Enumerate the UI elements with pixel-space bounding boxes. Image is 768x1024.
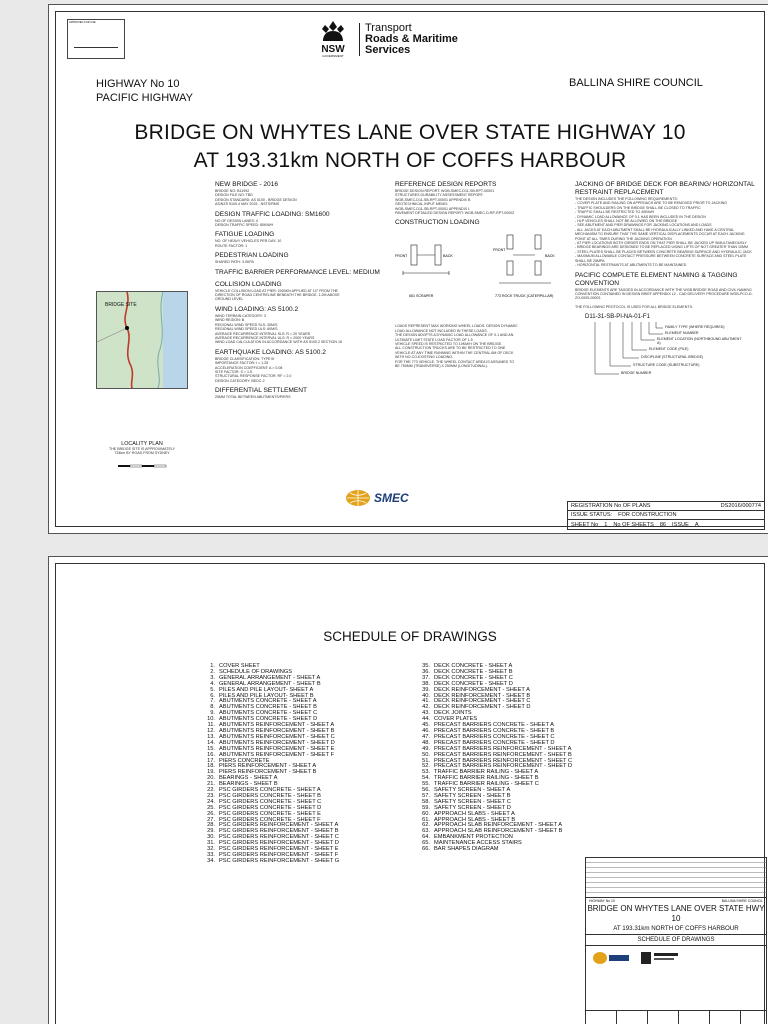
highway-label bbox=[96, 77, 193, 105]
criteria-body: WIND TERRAIN CATEGORY: 3 WIND REGION: B REGIONAL WIND SPEED SLS: 30M/S REGIONAL WIND SPEED ULS: 60M/S AVERAGE RECURRENCE INTERVAL SLS: R = 20 YEARS AVERAGE RECURRENCE INTERVAL ULS: R = 2000 YEARS WIND LOAD CALCULATION IN ACCORDANCE WITH AS 5100.2 SECTION 16 bbox=[215, 313, 342, 345]
drawing-title: SCHEDULE OF DRAWINGS bbox=[219, 668, 293, 675]
drawing-title: ABUTMENTS REINFORCEMENT - SHEET A bbox=[219, 722, 335, 729]
drawing-number: 39. bbox=[422, 686, 430, 693]
drawing-title: PRECAST BARRIERS CONCRETE - SHEET C bbox=[434, 733, 555, 740]
drawing-title: PSC GIRDERS CONCRETE - SHEET A bbox=[219, 787, 321, 794]
drawing-title: SAFETY SCREEN - SHEET C bbox=[434, 798, 511, 805]
drawing-number: 58. bbox=[422, 798, 430, 805]
cover-sheet bbox=[48, 4, 768, 534]
drawing-number: 6. bbox=[210, 692, 215, 699]
criteria-block bbox=[215, 281, 383, 302]
drawing-number: 21. bbox=[207, 781, 215, 788]
drawing-title: COVER PLATES bbox=[434, 716, 478, 723]
truck-front-label: FRONT bbox=[493, 248, 506, 253]
criteria-heading: EARTHQUAKE LOADING: AS 5100.2 bbox=[215, 348, 326, 356]
globe-icon bbox=[345, 489, 371, 507]
drawing-title: BAR SHAPES DIAGRAM bbox=[434, 846, 499, 853]
stamp-caption: APPROVED FOR USE bbox=[69, 21, 96, 24]
tb-council: BALLINA SHIRE COUNCIL bbox=[721, 899, 763, 903]
drawing-title: DECK REINFORCEMENT - SHEET C bbox=[434, 698, 531, 705]
drawing-number: 19. bbox=[207, 769, 215, 776]
drawing-number: 55. bbox=[422, 781, 430, 788]
drawing-title: PSC GIRDERS CONCRETE - SHEET C bbox=[219, 798, 322, 805]
drawing-number: 52. bbox=[422, 763, 430, 770]
criteria-heading: DESIGN TRAFFIC LOADING: SM1600 bbox=[215, 210, 330, 218]
agency-line-2: Roads & Maritime bbox=[365, 32, 458, 45]
scraper-back-label: BACK bbox=[443, 254, 453, 259]
issue-value: A bbox=[694, 521, 699, 528]
drawing-number: 27. bbox=[207, 816, 215, 823]
schedule-file-reference bbox=[53, 949, 57, 1019]
drawing-number: 5. bbox=[210, 686, 215, 693]
drawing-number: 16. bbox=[207, 751, 215, 758]
drawing-title: ABUTMENTS CONCRETE - SHEET D bbox=[219, 716, 318, 723]
drawing-number: 34. bbox=[207, 857, 215, 864]
drawing-number: 65. bbox=[422, 840, 430, 847]
drawing-number: 60. bbox=[422, 810, 430, 817]
drawing-title: PRECAST BARRIERS CONCRETE - SHEET B bbox=[434, 727, 555, 734]
tag-convention-diagram bbox=[575, 314, 755, 390]
drawing-list-right bbox=[414, 664, 572, 853]
drawing-number: 25. bbox=[207, 804, 215, 811]
construction-loading-diagram bbox=[395, 227, 563, 319]
criteria-heading: TRAFFIC BARRIER PERFORMANCE LEVEL: MEDIUM bbox=[215, 268, 380, 276]
drawing-title: DECK CONCRETE - SHEET C bbox=[434, 674, 513, 681]
transport-small-logo-icon bbox=[640, 950, 680, 966]
tag-legend-item: DISCIPLINE (STRUCTURAL BRIDGE) bbox=[641, 354, 704, 359]
criteria-heading: FATIGUE LOADING bbox=[215, 231, 275, 239]
drawing-title: PRECAST BARRIERS REINFORCEMENT - SHEET D bbox=[434, 763, 573, 770]
criteria-heading: PEDESTRIAN LOADING bbox=[215, 252, 289, 260]
drawing-title: MAINTENANCE ACCESS STAIRS bbox=[434, 840, 522, 847]
drawing-number: 56. bbox=[422, 787, 430, 794]
drawing-number: 4. bbox=[210, 680, 215, 687]
bridge-site-label: BRIDGE SITE bbox=[105, 302, 137, 308]
drawing-number: 12. bbox=[207, 727, 215, 734]
jacking-body: THE DESIGN INCLUDES THE FOLLOWING REQUIREMENTS: - COVER PLATE AND RAILING ON APPROACH ARE TO BE REMOVED PRIOR TO JACKING - TRAFFIC SHOULDERS ON THE BRIDGE SHALL BE CLOSED TO TRAFFIC - TRAFFIC SHALL BE RESTRICTED TO 40KM/H - DYNAMIC LOAD ALLOWANCE OF 0.1 HAS BEEN INCLUDED IN THE DESIGN - HLP VEHICLES SHALL NOT BE ALLOWED ON THE BRIDGE - SEE ABUTMENT AND PIER DRAWINGS FOR JACKING LOCATIONS AND LOADS - ALL JACKS AT EACH ABUTMENT SHALL BE HYDRAULICALLY LINKED AND HAVE A CENTRAL MECHANISM TO ENSURE THAT THE SAME VERTICAL DISPLACEMENTS OCCUR AT EACH JACKING POINT AT ALL TIMES DURING THE JACKING OPERATION - AT PIER LOCATIONS BOTH GIRDER ENDS ON THAT PIER SHALL BE JACKED UP SIMULTANEOUSLY - BRIDGE BEARINGS ARE DESIGNED TO BE REPLACED USING LIFTS OF NOT GREATER THAN 10MM - STEEL PLATES SHALL BE PLACED BETWEEN CONCRETE BEARING SURFACE AND HYDRAULIC JACK - MAXIMUM ALLOWABLE CONTACT PRESSURE BETWEEN CONCRETE SURFACE AND STEEL PLATE SHALL BE 25MPA - HORIZONTAL RESTRAINTS AT ABUTMENTS TO BE MAINTAINED bbox=[575, 197, 752, 268]
smec-small-logo-icon bbox=[592, 950, 632, 966]
naming-body: BRIDGE ELEMENTS ARE TAGGED IN ACCORDANCE WITH THE WGB BRIDGE ROAD AND CIVIL NAMING CONVENTION CONTAINED IN DESIGN BRIEF APPENDIX L2 - CAD DELIVERY PROCEDURE WGB-PCO-D-ZO-0005-00003 THE FOLLOWING PROTOCOL IS USED FOR ALL BRIDGE ELEMENTS: bbox=[575, 287, 753, 310]
drawing-title: PIERS CONCRETE bbox=[219, 757, 270, 764]
tb-highway: HIGHWAY No 10 bbox=[589, 899, 615, 903]
transport-nsw-logo bbox=[311, 19, 458, 59]
drawing-number: 11. bbox=[207, 722, 215, 729]
truck-rear-wheel-1 bbox=[535, 235, 541, 249]
drawing-number: 43. bbox=[422, 710, 430, 717]
waratah-emblem-icon bbox=[311, 19, 355, 59]
drawing-title: APPROACH SLAB REINFORCEMENT - SHEET B bbox=[434, 828, 563, 835]
drawing-title: DECK CONCRETE - SHEET B bbox=[434, 668, 513, 675]
drawing-number: 46. bbox=[422, 727, 430, 734]
criteria-block bbox=[215, 181, 383, 207]
drawing-title: TRAFFIC BARRIER RAILING - SHEET C bbox=[434, 781, 539, 788]
agency-line-1: Transport bbox=[365, 21, 412, 34]
tag-legend-item: ELEMENT LOCATION (NORTHBOUND ABUTMENT A) bbox=[657, 336, 742, 345]
bridge-site-marker bbox=[125, 326, 129, 330]
criteria-body: SHARED PATH: 3.0KPA bbox=[215, 260, 254, 265]
drawing-title: PSC GIRDERS CONCRETE - SHEET B bbox=[219, 792, 321, 799]
drawing-number: 49. bbox=[422, 745, 430, 752]
reports-column bbox=[395, 181, 563, 369]
truck-label: 773 ROCK TRUCK (CATERPILLAR) bbox=[495, 294, 554, 299]
drawing-number: 9. bbox=[210, 710, 215, 717]
criteria-body: BRIDGE NO: B11992 DESIGN FILE NO: TBD DESIGN STANDARD: AS 5100 - BRIDGE DESIGN AS/NZS 5100.4 MAY 2015 - NSTS/RMS bbox=[215, 189, 297, 207]
drawing-list-item bbox=[199, 859, 339, 865]
sheets-label: No OF SHEETS bbox=[613, 521, 654, 528]
scraper-rear-axle bbox=[435, 245, 441, 265]
drawing-title: PRECAST BARRIERS REINFORCEMENT - SHEET A bbox=[434, 745, 572, 752]
drawing-title: PSC GIRDERS REINFORCEMENT - SHEET B bbox=[219, 828, 339, 835]
drawing-title: PSC GIRDERS CONCRETE - SHEET D bbox=[219, 804, 322, 811]
drawing-title: PIERS REINFORCEMENT - SHEET A bbox=[219, 763, 317, 770]
highway-name: PACIFIC HIGHWAY bbox=[96, 92, 193, 104]
cover-title-block bbox=[567, 501, 765, 530]
sheet-value: 1 bbox=[604, 521, 608, 528]
sheets-value: 86 bbox=[659, 521, 667, 528]
issue-label: ISSUE bbox=[672, 521, 689, 528]
drawing-number: 57. bbox=[422, 792, 430, 799]
project-title bbox=[49, 119, 768, 175]
locality-plan-note: THE BRIDGE SITE IS APPROXIMATELY 734km BY ROAD FROM SYDNEY bbox=[109, 447, 175, 456]
jacking-column bbox=[575, 181, 755, 390]
sheet-label: SHEET No bbox=[571, 521, 599, 528]
drawing-title: DECK JOINTS bbox=[434, 710, 472, 717]
drawing-number: 54. bbox=[422, 775, 430, 782]
drawing-number: 38. bbox=[422, 680, 430, 687]
drawing-title: APPROACH SLABS - SHEET B bbox=[434, 816, 516, 823]
revision-table bbox=[586, 858, 766, 898]
drawing-title: PRECAST BARRIERS REINFORCEMENT - SHEET B bbox=[434, 751, 572, 758]
drawing-number: 29. bbox=[207, 828, 215, 835]
construction-heading: CONSTRUCTION LOADING bbox=[395, 219, 480, 227]
status-label: ISSUE STATUS: bbox=[571, 512, 613, 518]
drawing-title: PRECAST BARRIERS CONCRETE - SHEET A bbox=[434, 722, 554, 729]
locality-plan-title: LOCALITY PLAN bbox=[121, 441, 163, 447]
schedule-sheet bbox=[48, 556, 768, 1024]
drawing-title: PIERS REINFORCEMENT - SHEET B bbox=[219, 769, 317, 776]
drawing-title: PSC GIRDERS REINFORCEMENT - SHEET E bbox=[219, 846, 339, 853]
drawing-number: 22. bbox=[207, 787, 215, 794]
drawing-title: DECK REINFORCEMENT - SHEET D bbox=[434, 704, 531, 711]
drawing-title: ABUTMENTS CONCRETE - SHEET C bbox=[219, 710, 318, 717]
drawing-title: TRAFFIC BARRIER RAILING - SHEET B bbox=[434, 775, 539, 782]
drawing-number: 50. bbox=[422, 751, 430, 758]
reg-label: REGISTRATION No OF PLANS bbox=[571, 503, 651, 509]
stamp-signature-line bbox=[74, 47, 118, 48]
drawing-number: 2. bbox=[210, 668, 215, 675]
criteria-block bbox=[215, 252, 383, 264]
drawing-number: 41. bbox=[422, 698, 430, 705]
tb-title-line-1: BRIDGE ON WHYTES LANE OVER STATE HWY 10 bbox=[587, 904, 765, 923]
drawing-title: SAFETY SCREEN - SHEET B bbox=[434, 792, 511, 799]
drawing-title: DECK REINFORCEMENT - SHEET A bbox=[434, 686, 530, 693]
drawing-title: PSC GIRDERS REINFORCEMENT - SHEET G bbox=[219, 857, 340, 864]
criteria-block bbox=[215, 269, 383, 277]
drawing-number: 14. bbox=[207, 739, 215, 746]
drawing-title: GENERAL ARRANGEMENT - SHEET B bbox=[219, 680, 321, 687]
drawing-list-left bbox=[199, 664, 339, 865]
drawing-title: SAFETY SCREEN - SHEET A bbox=[434, 787, 511, 794]
tb-title-line-3: SCHEDULE OF DRAWINGS bbox=[586, 934, 766, 946]
criteria-heading: DIFFERENTIAL SETTLEMENT bbox=[215, 387, 308, 395]
smec-logo bbox=[345, 489, 409, 507]
drawing-title: DECK CONCRETE - SHEET A bbox=[434, 663, 513, 669]
schedule-title-block bbox=[585, 857, 767, 1024]
drawing-title: GENERAL ARRANGEMENT - SHEET A bbox=[219, 674, 321, 681]
drawing-title: PILES AND PILE LAYOUT- SHEET B bbox=[219, 692, 314, 699]
emblem-text: NSW bbox=[321, 44, 345, 55]
drawing-number: 44. bbox=[422, 716, 430, 723]
tag-code: D11-31-SB-PI-NA-01-F1 bbox=[585, 313, 650, 320]
drawing-title: DECK CONCRETE - SHEET D bbox=[434, 680, 513, 687]
council-name: BALLINA SHIRE COUNCIL bbox=[569, 77, 703, 89]
criteria-body: 25MM TOTAL BETWEEN ABUTMENTS/PIERS bbox=[215, 395, 291, 400]
drawing-number: 10. bbox=[207, 716, 215, 723]
drawing-number: 18. bbox=[207, 763, 215, 770]
drawing-number: 15. bbox=[207, 745, 215, 752]
drawing-title: TRAFFIC BARRIER RAILING - SHEET A bbox=[434, 769, 539, 776]
drawing-title: ABUTMENTS REINFORCEMENT - SHEET B bbox=[219, 727, 335, 734]
reports-heading: REFERENCE DESIGN REPORTS bbox=[395, 181, 497, 188]
drawing-title: SAFETY SCREEN - SHEET D bbox=[434, 804, 511, 811]
drawing-number: 17. bbox=[207, 757, 215, 764]
drawing-number: 35. bbox=[422, 663, 430, 669]
drawing-title: BEARINGS - SHEET B bbox=[219, 781, 278, 788]
drawing-title: ABUTMENTS REINFORCEMENT - SHEET D bbox=[219, 739, 335, 746]
drawing-number: 42. bbox=[422, 704, 430, 711]
drawing-title: APPROACH SLAB REINFORCEMENT - SHEET A bbox=[434, 822, 563, 829]
criteria-heading: WIND LOADING: AS 5100.2 bbox=[215, 305, 299, 313]
tag-legend-item: FAMILY TYPE (WHERE REQUIRED) bbox=[665, 324, 725, 329]
schedule-title: SCHEDULE OF DRAWINGS bbox=[323, 629, 497, 644]
drawing-number: 33. bbox=[207, 852, 215, 858]
emblem-sub: GOVERNMENT bbox=[322, 54, 344, 58]
ocean bbox=[163, 292, 188, 389]
approval-stamp bbox=[67, 19, 125, 59]
drawing-number: 28. bbox=[207, 822, 215, 829]
drawing-title: PSC GIRDERS REINFORCEMENT - SHEET A bbox=[219, 822, 339, 829]
drawing-number: 47. bbox=[422, 733, 430, 740]
drawing-title: PRECAST BARRIERS REINFORCEMENT - SHEET C bbox=[434, 757, 573, 764]
criteria-block bbox=[215, 231, 383, 248]
tag-legend-item: STRUCTURE CODE (SUBSTRUCTURE) bbox=[633, 362, 700, 367]
truck-front-wheel-1 bbox=[507, 235, 513, 249]
cover-file-reference bbox=[59, 435, 63, 525]
criteria-block bbox=[215, 306, 383, 345]
tag-legend-item: ELEMENT NUMBER bbox=[665, 330, 699, 335]
drawing-number: 53. bbox=[422, 769, 430, 776]
locality-caption bbox=[96, 441, 188, 474]
drawing-title: PRECAST BARRIERS CONCRETE - SHEET D bbox=[434, 739, 555, 746]
drawing-number: 64. bbox=[422, 834, 430, 841]
drawing-number: 31. bbox=[207, 840, 215, 847]
criteria-heading: COLLISION LOADING bbox=[215, 280, 282, 288]
design-criteria-column bbox=[215, 181, 383, 404]
truck-back-label: BACK bbox=[545, 254, 555, 259]
drawing-title: BEARINGS - SHEET A bbox=[219, 775, 278, 782]
drawing-number: 7. bbox=[210, 698, 215, 705]
construction-body: LOADS REPRESENT MAX WORKING WHEEL LOADS. DESIGN DYNAMIC LOAD ALLOWANCE NOT INCLUDED IN THESE LOADS. THE DESIGN ADOPTS A DYNAMIC LOAD ALLOWANCE OF 0.1 AND AN ULTIMATE LIMIT STATE LOAD FACTOR OF 1.5 VEHICLE SPEED IS RESTRICTED TO 10KM/H ON THE BRIDGE. ALL CONSTRUCTION TRUCKS ARE TO BE RESTRICTED TO ONE VEHICLE AT ANY TIME RUNNING WITHIN THE CENTRAL 6M OF DECK WITH NO CO-EXISTING LOADING. FOR THE 773 VEHICLE, THE WHEEL CONTACT AREA IS ASSUMED TO BE 750MM (TRANSVERSE) X 250MM (LONGITUDINAL). bbox=[395, 324, 518, 369]
drawing-title: PSC GIRDERS CONCRETE - SHEET F bbox=[219, 816, 321, 823]
scale-bar bbox=[117, 463, 167, 469]
highway-number: HIGHWAY No 10 bbox=[96, 78, 180, 90]
drawing-number: 23. bbox=[207, 792, 215, 799]
reports-body: BRIDGE DESIGN REPORT: WGB-SMEC-D11-SB-RPT-00001 STRUCTURES DURABILITY ASSESSMENT REPORT: WGB-SMEC-D11-SB-RPT-00001 APPENDIX B GEOTECHNICAL INPUT MEMO: WGB-SMEC-D11-SB-RPT-00001 APPENDIX L PAVEMENT DETAILED DESIGN REPORT: WGB-SMEC-D-RP-RPT-00002 bbox=[395, 189, 515, 216]
drawing-title: PSC GIRDERS REINFORCEMENT - SHEET D bbox=[219, 840, 339, 847]
drawing-title: APPROACH SLABS - SHEET A bbox=[434, 810, 515, 817]
drawing-title: EMBANKMENT PROTECTION bbox=[434, 834, 513, 841]
criteria-body: NO OF DESIGN LANES: 4 DESIGN TRAFFIC SPEED: 80KM/H bbox=[215, 218, 274, 228]
drawing-list-item bbox=[414, 847, 572, 853]
drawing-number: 45. bbox=[422, 722, 430, 729]
drawing-title: ABUTMENTS REINFORCEMENT - SHEET C bbox=[219, 733, 335, 740]
tag-legend-item: BRIDGE NUMBER bbox=[621, 370, 652, 375]
drawing-number: 61. bbox=[422, 816, 430, 823]
drawing-number: 20. bbox=[207, 775, 215, 782]
drawing-title: PSC GIRDERS REINFORCEMENT - SHEET F bbox=[219, 852, 339, 858]
drawing-number: 8. bbox=[210, 704, 215, 711]
drawing-number: 66. bbox=[422, 846, 430, 853]
drawing-number: 26. bbox=[207, 810, 215, 817]
tb-logos bbox=[586, 946, 766, 970]
drawing-number: 32. bbox=[207, 846, 215, 853]
tag-legend-item: ELEMENT CODE (PILE) bbox=[649, 346, 689, 351]
status-value: FOR CONSTRUCTION bbox=[618, 512, 677, 518]
jacking-heading: JACKING OF BRIDGE DECK FOR BEARING/ HORIZONTAL RESTRAINT REPLACEMENT bbox=[575, 181, 755, 196]
criteria-body: NO. OF HEAVY VEHICLES PER DAY: 10 ROUTE FACTOR: 1 bbox=[215, 239, 282, 248]
drawing-number: 1. bbox=[210, 663, 215, 669]
criteria-block bbox=[215, 387, 383, 399]
scraper-front-axle bbox=[411, 245, 417, 265]
drawing-number: 36. bbox=[422, 668, 430, 675]
locality-map bbox=[96, 291, 188, 389]
drawing-title: ABUTMENTS REINFORCEMENT - SHEET E bbox=[219, 745, 335, 752]
criteria-block bbox=[215, 349, 383, 383]
drawing-number: 37. bbox=[422, 674, 430, 681]
drawing-number: 51. bbox=[422, 757, 430, 764]
drawing-title: ABUTMENTS REINFORCEMENT - SHEET F bbox=[219, 751, 335, 758]
drawing-number: 40. bbox=[422, 692, 430, 699]
drawing-title: PILES AND PILE LAYOUT- SHEET A bbox=[219, 686, 314, 693]
agency-name bbox=[359, 23, 458, 56]
criteria-body: VEHICLE COLLISION LOAD AT PIER: 2000KN APPLIED AT 10° FROM THE DIRECTION OF ROAD CENTRELINE BENEATH THE BRIDGE, 1.2M ABOVE GROUND LEVEL bbox=[215, 288, 340, 302]
drawing-number: 59. bbox=[422, 804, 430, 811]
scraper-label: 651 SCRAPER bbox=[409, 294, 434, 299]
criteria-heading: NEW BRIDGE - 2016 bbox=[215, 181, 279, 188]
drawing-number: 30. bbox=[207, 834, 215, 841]
drawing-title: PSC GIRDERS REINFORCEMENT - SHEET C bbox=[219, 834, 339, 841]
scraper-front-label: FRONT bbox=[395, 254, 408, 259]
truck-front-wheel-2 bbox=[507, 261, 513, 275]
drawing-title: PSC GIRDERS CONCRETE - SHEET E bbox=[219, 810, 321, 817]
naming-heading: PACIFIC COMPLETE ELEMENT NAMING & TAGGING CONVENTION bbox=[575, 271, 738, 287]
drawing-title: ABUTMENTS CONCRETE - SHEET B bbox=[219, 704, 317, 711]
smec-logo-text: SMEC bbox=[374, 491, 409, 505]
tb-title-line-2: AT 193.31km NORTH OF COFFS HARBOUR bbox=[613, 925, 739, 932]
tb-registration-row bbox=[586, 1010, 766, 1024]
drawing-number: 63. bbox=[422, 828, 430, 835]
reg-value: DS2016/000774 bbox=[720, 503, 761, 509]
drawing-number: 48. bbox=[422, 739, 430, 746]
criteria-body: BRIDGE CLASSIFICATION: TYPE III IMPORTANCE FACTOR: I = 1.25 ACCELERATION COEFFICIENT: A = 0.08 SITE FACTOR: S = 1.5 STRUCTURAL RESPONSE FACTOR: RF = 2.0 DESIGN CATEGORY: BEDC-2 bbox=[215, 356, 292, 383]
drawing-title: ABUTMENTS CONCRETE - SHEET A bbox=[219, 698, 317, 705]
drawing-number: 62. bbox=[422, 822, 430, 829]
truck-rear-wheel-2 bbox=[535, 261, 541, 275]
drawing-title: COVER SHEET bbox=[219, 663, 260, 669]
criteria-block bbox=[215, 211, 383, 228]
drawing-title: DECK REINFORCEMENT - SHEET B bbox=[434, 692, 531, 699]
title-line-2: AT 193.31km NORTH OF COFFS HARBOUR bbox=[193, 149, 627, 172]
drawing-number: 3. bbox=[210, 674, 215, 681]
title-line-1: BRIDGE ON WHYTES LANE OVER STATE HIGHWAY 10 bbox=[134, 121, 686, 144]
agency-line-3: Services bbox=[365, 43, 411, 56]
drawing-number: 13. bbox=[207, 733, 215, 740]
drawing-number: 24. bbox=[207, 798, 215, 805]
